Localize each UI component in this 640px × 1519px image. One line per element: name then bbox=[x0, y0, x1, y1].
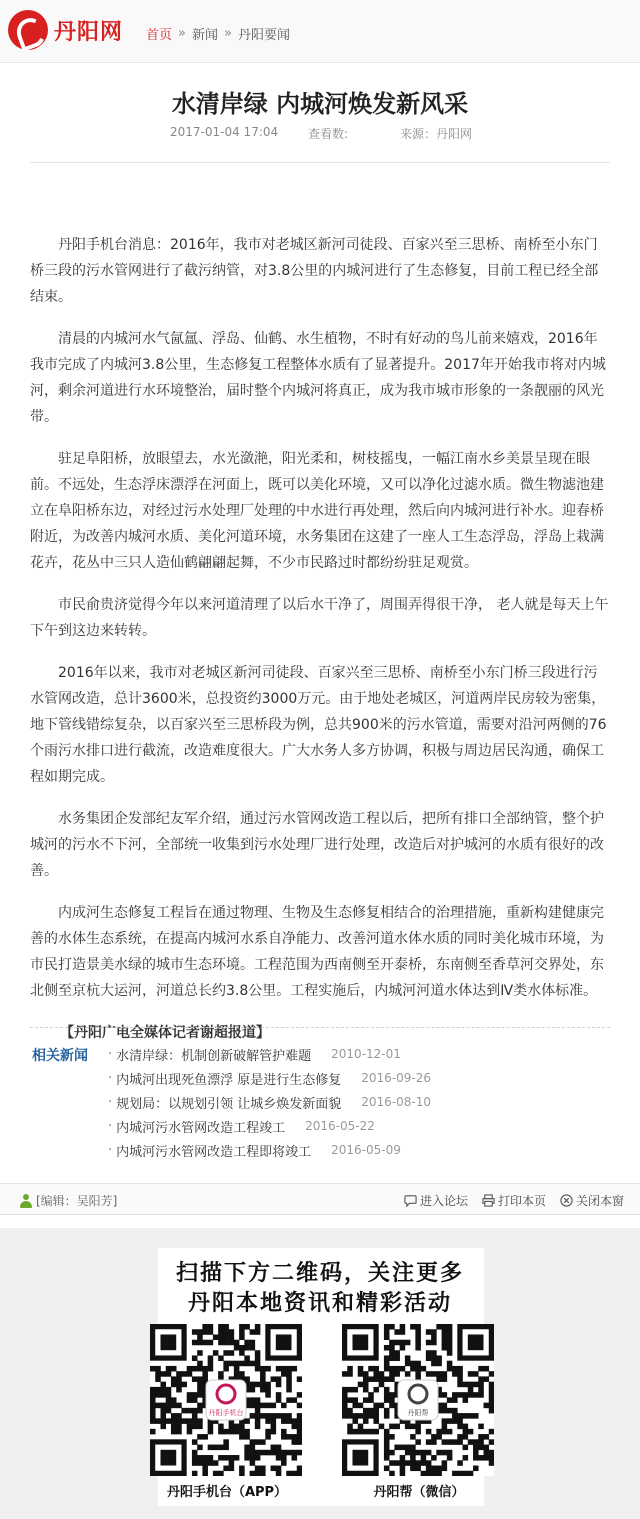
article-paragraph: 市民俞贵济觉得今年以来河道清理了以后水干净了，周围弄得很干净， 老人就是每天上午下午到这边来转转。 bbox=[30, 597, 609, 639]
article-paragraph: 清晨的内城河水气氤氲、浮岛、仙鹤、水生植物，不时有好动的鸟儿前来嬉戏，2016年我市完成了内城河3.8公里，生态修复工程整体水质有了显著提升。2017年开始我市将对内城河，剩余河道进行水环境整治，届时整个内城河将真正，成为我市城市形象的一条靓丽的风光带。 bbox=[30, 331, 606, 425]
article-paragraph: 丹阳手机台消息：2016年，我市对老城区新河司徒段、百家兴至三思桥、南桥至小东门桥三段的污水管网进行了截污纳管，对3.8公里的内城河进行了生态修复，目前工程已经全部结束。 bbox=[30, 237, 599, 305]
bullet-icon: · bbox=[108, 1046, 113, 1062]
related-news-heading: 相关新闻 bbox=[32, 1048, 88, 1064]
editor-info bbox=[20, 1192, 117, 1209]
print-page-label: 打印本页 bbox=[497, 1194, 546, 1208]
logo-icon bbox=[8, 10, 48, 50]
site-logo[interactable] bbox=[8, 10, 123, 50]
related-news-link[interactable]: 规划局：以规划引领 让城乡焕发新面貌 bbox=[116, 1096, 342, 1112]
breadcrumb-danyang-news-link[interactable]: 丹阳要闻 bbox=[237, 28, 290, 43]
related-news-item[interactable] bbox=[108, 1066, 608, 1090]
article-footer-bar bbox=[0, 1183, 640, 1215]
article-paragraph: 驻足阜阳桥，放眼望去，水光潋滟，阳光柔和，树枝摇曳，一幅江南水乡美景呈现在眼前。不远处，生态浮床漂浮在河面上，既可以美化环境，又可以净化过滤水质。微生物滤池建立在阜阳桥东边，对经过污水处理厂处理的中水进行再处理，然后向内城河进行补水。迎春桥附近，为改善内城河水质、美化河道环境，水务集团在这建了一座人工生态浮岛，浮岛上栽满花卉，花丛中三只人造仙鹤翩翩起舞，不少市民路过时都纷纷驻足观赏。 bbox=[30, 451, 604, 571]
related-news-list bbox=[108, 1042, 608, 1162]
app-qr-label: 丹阳手机台（APP） bbox=[166, 1485, 288, 1500]
related-news-date: 2016-05-09 bbox=[331, 1143, 401, 1157]
promo-headline: 扫描下方二维码，关注更多 bbox=[175, 1261, 464, 1286]
related-news-date: 2010-12-01 bbox=[331, 1047, 401, 1061]
article-source: 来源：丹阳网 bbox=[400, 127, 473, 141]
bullet-icon: · bbox=[108, 1118, 113, 1134]
article-body bbox=[30, 232, 610, 1062]
close-window-button[interactable] bbox=[560, 1192, 624, 1209]
related-news-date: 2016-09-26 bbox=[361, 1071, 432, 1085]
app-qr-code bbox=[150, 1324, 302, 1476]
print-page-button[interactable] bbox=[482, 1192, 546, 1209]
article-title: 水清岸绿 内城河焕发新风采 bbox=[171, 89, 469, 118]
promo-subheadline: 丹阳本地资讯和精彩活动 bbox=[187, 1291, 452, 1316]
bullet-icon: · bbox=[108, 1094, 113, 1110]
breadcrumb-separator: » bbox=[178, 26, 186, 41]
editor-name: [编辑：吴阳芳] bbox=[36, 1194, 118, 1208]
svg-text:丹阳帮: 丹阳帮 bbox=[407, 1409, 429, 1417]
svg-text:丹阳手机台: 丹阳手机台 bbox=[208, 1409, 244, 1417]
breadcrumb-news-link[interactable]: 新闻 bbox=[191, 28, 218, 43]
related-news-link[interactable]: 水清岸绿：机制创新破解管护难题 bbox=[116, 1048, 312, 1064]
qr-promo-section bbox=[0, 1228, 640, 1519]
related-divider bbox=[30, 1027, 610, 1028]
title-divider bbox=[30, 162, 610, 163]
user-icon bbox=[20, 1194, 32, 1208]
bullet-icon: · bbox=[108, 1142, 113, 1158]
bullet-icon: · bbox=[108, 1070, 113, 1086]
enter-forum-button[interactable] bbox=[404, 1192, 468, 1209]
related-news-item[interactable] bbox=[108, 1090, 608, 1114]
article-paragraph: 水务集团企发部纪友军介绍，通过污水管网改造工程以后，把所有排口全部纳管，整个护城河的污水不下河，全部统一收集到污水处理厂进行处理，改造后对护城河的水质有很好的改善。 bbox=[30, 811, 604, 879]
comment-icon bbox=[404, 1194, 417, 1207]
related-news-date: 2016-05-22 bbox=[305, 1119, 375, 1133]
related-news-item[interactable] bbox=[108, 1114, 608, 1138]
site-header bbox=[0, 0, 640, 63]
close-window-label: 关闭本窗 bbox=[575, 1194, 624, 1208]
wechat-qr-code bbox=[342, 1324, 494, 1476]
article-paragraph: 内成河生态修复工程旨在通过物理、生物及生态修复相结合的治理措施，重新构建健康完善的水体生态系统，在提高内城河水系自净能力、改善河道水体水质的同时美化城市环境，为市民打造景美水绿的城市生态环境。工程范围为西南侧至开泰桥，东南侧至香草河交界处，东北侧至京杭大运河，河道总长约3.8公里。工程实施后，内城河河道水体达到Ⅳ类水体标准。 bbox=[30, 905, 604, 999]
enter-forum-label: 进入论坛 bbox=[419, 1194, 468, 1208]
related-news-link[interactable]: 内城河污水管网改造工程竣工 bbox=[116, 1120, 286, 1136]
print-icon bbox=[482, 1194, 495, 1207]
related-news-item[interactable] bbox=[108, 1042, 608, 1066]
related-news-date: 2016-08-10 bbox=[361, 1095, 432, 1109]
article-actions bbox=[404, 1192, 624, 1209]
related-news-link[interactable]: 内城河污水管网改造工程即将竣工 bbox=[116, 1144, 312, 1160]
breadcrumb-home-link[interactable]: 首页 bbox=[146, 28, 173, 43]
article-date: 2017-01-04 17:04 bbox=[170, 125, 279, 139]
wechat-qr-label: 丹阳帮（微信） bbox=[373, 1485, 465, 1500]
breadcrumb bbox=[146, 24, 290, 43]
breadcrumb-separator: » bbox=[224, 26, 232, 41]
article-credit: 【丹阳广电全媒体记者谢超报道】 bbox=[60, 1025, 270, 1041]
related-news-link[interactable]: 内城河出现死鱼漂浮 原是进行生态修复 bbox=[116, 1072, 342, 1088]
article-paragraph: 2016年以来，我市对老城区新河司徒段、百家兴至三思桥、南桥至小东门桥三段进行污水管网改造，总计3600米，总投资约3000万元。由于地处老城区，河道两岸民房较为密集，地下管线错综复杂，以百家兴至三思桥段为例，总共900米的污水管道，需要对沿河两侧的76个雨污水排口进行截流，改造难度很大。广大水务人多方协调，积极与周边居民沟通，确保工程如期完成。 bbox=[30, 665, 607, 785]
related-news-item[interactable] bbox=[108, 1138, 608, 1162]
article-views-label: 查看数: bbox=[308, 127, 349, 141]
close-icon bbox=[560, 1194, 573, 1207]
logo-text: 丹阳网 bbox=[54, 19, 124, 45]
